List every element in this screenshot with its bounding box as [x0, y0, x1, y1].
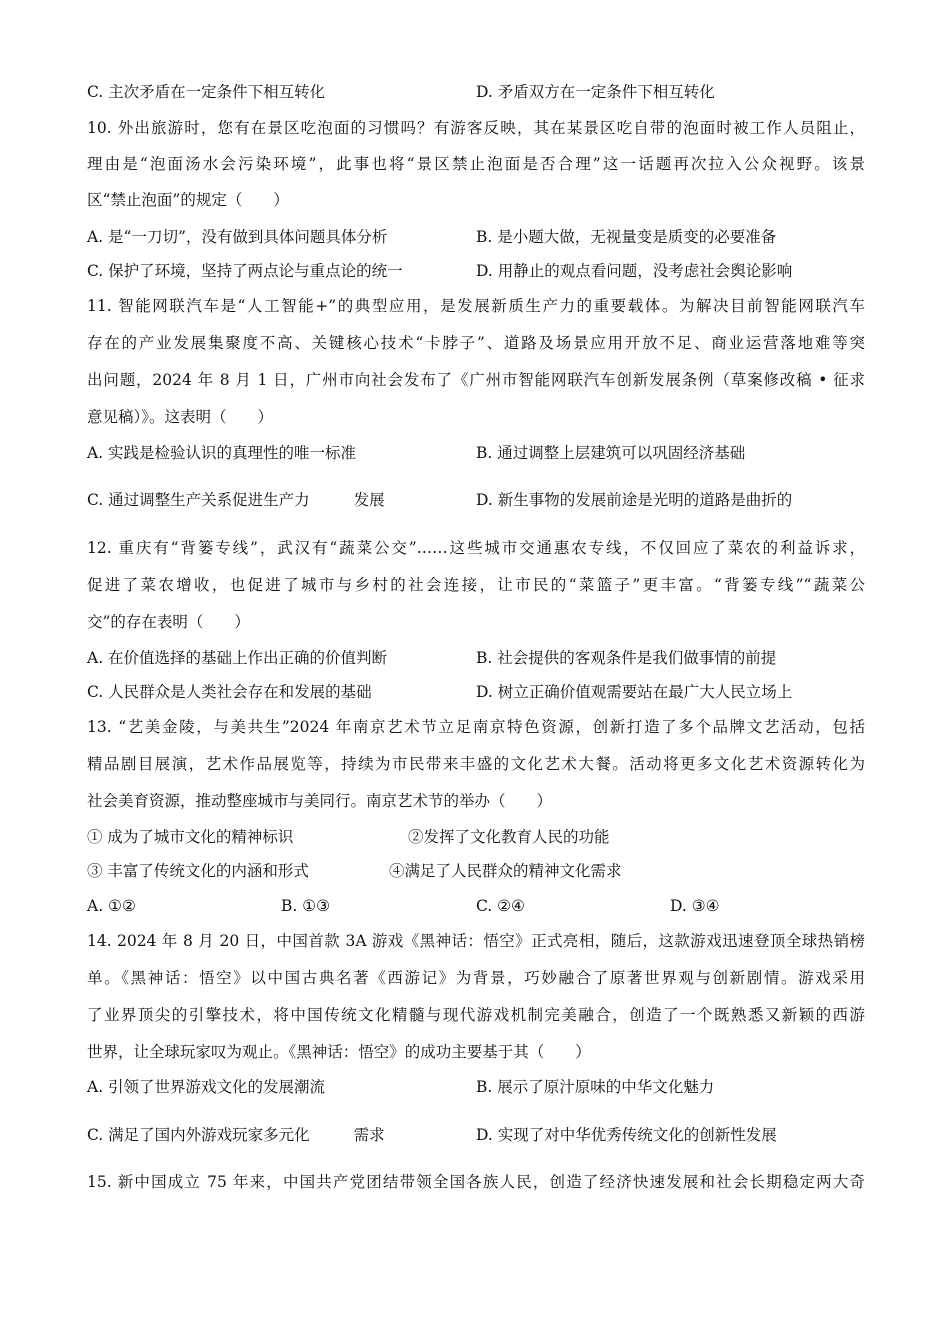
q13-option-a: A. ①②: [87, 897, 136, 915]
q11-stem-line-4: 意见稿）》。这表明（ ）: [87, 408, 274, 426]
q11-stem-line-1: 11. 智能网联汽车是“人工智能+”的典型应用，是发展新质生产力的重要载体。为解决目前智能网联汽车: [87, 297, 865, 315]
q11-option-c-text: C. 通过调整生产关系促进生产力: [87, 491, 310, 509]
q12-option-c: C. 人民群众是人类社会存在和发展的基础: [87, 683, 372, 701]
q9-option-d: D. 矛盾双方在一定条件下相互转化: [476, 83, 715, 101]
q12-option-d: D. 树立正确价值观需要站在最广大人民立场上: [476, 683, 793, 701]
q10-stem-line-2: 理由是“泡面汤水会污染环境”，此事也将“景区禁止泡面是否合理”这一话题再次拉入公众视野。该景: [87, 155, 865, 173]
q13-option-b: B. ①③: [281, 897, 331, 915]
q12-stem-line-3: 交”的存在表明（ ）: [87, 613, 250, 631]
q10-stem-line-1: 10. 外出旅游时，您有在景区吃泡面的习惯吗？有游客反映，其在某景区吃自带的泡面时被工作人员阻止，: [87, 119, 865, 137]
q14-stem-line-2: 单。《黑神话：悟空》以中国古典名著《西游记》为背景，巧妙融合了原著世界观与创新剧情。游戏采用: [87, 969, 865, 987]
q13-stem-line-1: 13. “艺美金陵，与美共生”2024 年南京艺术节立足南京特色资源，创新打造了多个品牌文艺活动，包括: [87, 718, 865, 736]
q11-option-c: [87, 490, 385, 510]
q10-stem-line-3: 区“禁止泡面”的规定（ ）: [87, 191, 289, 209]
q12-option-a: A. 在价值选择的基础上作出正确的价值判断: [87, 649, 388, 667]
q9-option-c: C. 主次矛盾在一定条件下相互转化: [87, 83, 326, 101]
q11-option-b: B. 通过调整上层建筑可以巩固经济基础: [476, 444, 746, 462]
q14-option-b: B. 展示了原汁原味的中华文化魅力: [476, 1078, 715, 1096]
q14-option-c-tail: 需求: [353, 1126, 385, 1144]
q10-option-c: C. 保护了环境，坚持了两点论与重点论的统一: [87, 262, 403, 280]
q12-option-b: B. 社会提供的客观条件是我们做事情的前提: [476, 649, 777, 667]
q12-stem-line-1: 12. 重庆有“背篓专线”，武汉有“蔬菜公交”……这些城市交通惠农专线，不仅回应了菜农的利益诉求，: [87, 539, 865, 557]
q14-option-a: A. 引领了世界游戏文化的发展潮流: [87, 1078, 326, 1096]
q13-item-4: ④满足了人民群众的精神文化需求: [389, 862, 622, 880]
q14-option-c-text: C. 满足了国内外游戏玩家多元化: [87, 1126, 310, 1144]
q11-option-a: A. 实践是检验认识的真理性的唯一标准: [87, 444, 357, 462]
q14-stem-line-1: 14. 2024 年 8 月 20 日，中国首款 3A 游戏《黑神话：悟空》正式亮相，随后，这款游戏迅速登顶全球热销榜: [87, 932, 865, 950]
q13-option-c: C. ②④: [476, 897, 525, 915]
q11-stem-line-3: 出问题，2024 年 8 月 1 日，广州市向社会发布了《广州市智能网联汽车创新发展条例（草案修改稿 • 征求: [87, 371, 865, 389]
q15-stem-line-1: 15. 新中国成立 75 年来，中国共产党团结带领全国各族人民，创造了经济快速发展和社会长期稳定两大奇: [87, 1173, 865, 1191]
q13-stem-line-2: 精品剧目展演，艺术作品展览等，持续为市民带来丰盛的文化艺术大餐。活动将更多文化艺术资源转化为: [87, 755, 865, 773]
q11-option-c-tail: 发展: [353, 491, 385, 509]
q13-item-3: ③ 丰富了传统文化的内涵和形式: [87, 862, 309, 880]
q12-stem-line-2: 促进了菜农增收，也促进了城市与乡村的社会连接，让市民的“菜篮子”更丰富。“背篓专线”“蔬菜公: [87, 576, 865, 594]
q11-stem-line-2: 存在的产业发展集聚度不高、关键核心技术“卡脖子”、道路及场景应用开放不足、商业运营落地难等突: [87, 334, 865, 352]
q14-stem-line-4: 世界，让全球玩家叹为观止。《黑神话：悟空》的成功主要基于其（ ）: [87, 1043, 591, 1061]
q13-item-1: ① 成为了城市文化的精神标识: [87, 828, 294, 846]
q14-stem-line-3: 了业界顶尖的引擎技术，将中国传统文化精髓与现代游戏机制完美融合，创造了一个既熟悉又新颖的西游: [87, 1006, 865, 1024]
q10-option-b: B. 是小题大做，无视量变是质变的必要准备: [476, 228, 777, 246]
q13-item-2: ②发挥了文化教育人民的功能: [408, 828, 610, 846]
q13-stem-line-3: 社会美育资源，推动整座城市与美同行。南京艺术节的举办（ ）: [87, 792, 553, 810]
q10-option-a: A. 是“一刀切”，没有做到具体问题具体分析: [87, 228, 388, 246]
q13-option-d: D. ③④: [670, 897, 720, 915]
q10-option-d: D. 用静止的观点看问题，没考虑社会舆论影响: [476, 262, 793, 280]
q11-option-d: D. 新生事物的发展前途是光明的道路是曲折的: [476, 491, 793, 509]
q14-option-c: [87, 1125, 385, 1145]
q14-option-d: D. 实现了对中华优秀传统文化的创新性发展: [476, 1126, 777, 1144]
